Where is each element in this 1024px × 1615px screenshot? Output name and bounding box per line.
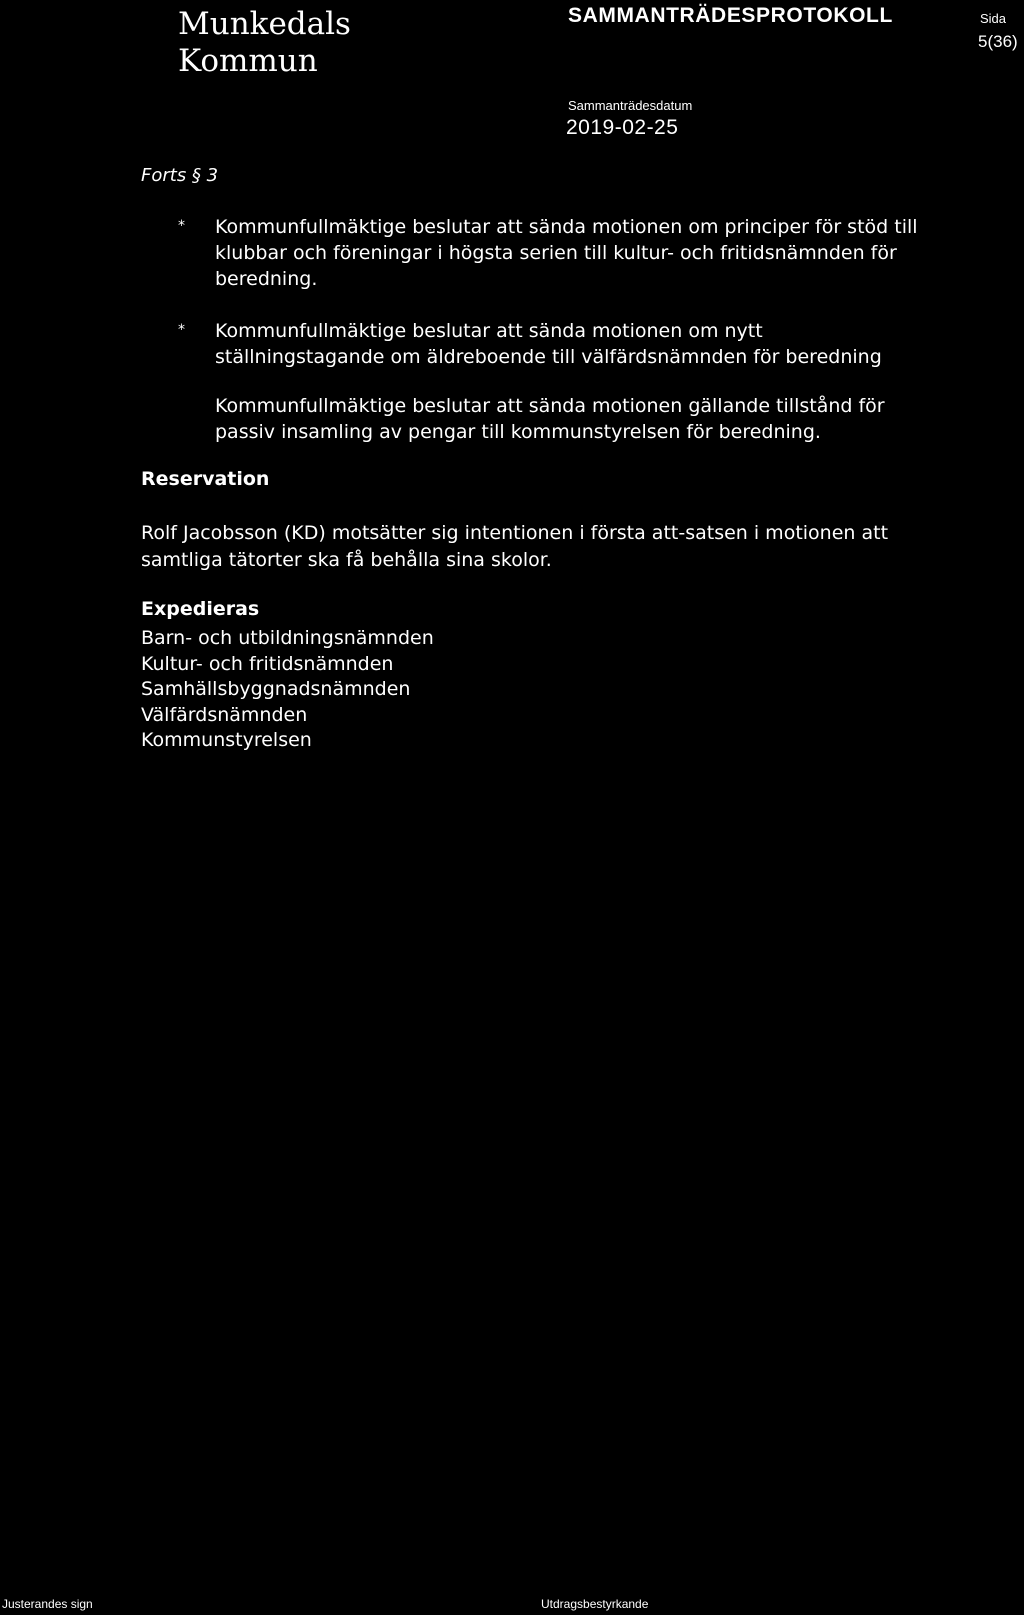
list-item: Kultur- och fritidsnämnden (141, 652, 394, 675)
meeting-date-label: Sammanträdesdatum (568, 98, 693, 113)
decision-line: klubbar och föreningar i högsta serien till kultur- och fritidsnämnden för (215, 242, 897, 264)
distribution-list (141, 626, 434, 754)
decision-line: Kommunfullmäktige beslutar att sända motionen om nytt (215, 320, 763, 342)
page-number: 5(36) (978, 32, 1018, 51)
expedieras-heading: Expedieras (141, 598, 260, 620)
decision-paragraph (215, 214, 995, 292)
signature-label: Justerandes sign (2, 1597, 93, 1611)
logo-line-1: Munkedals (178, 6, 351, 42)
decision-line: passiv insamling av pengar till kommunstyrelsen för beredning. (215, 421, 821, 443)
decision-line: ställningstagande om äldreboende till välfärdsnämnden för beredning (215, 346, 882, 368)
extract-certification-label: Utdragsbestyrkande (541, 1597, 649, 1611)
bullet-marker: * (178, 218, 185, 234)
reservation-heading: Reservation (141, 468, 270, 490)
decision-paragraph (215, 318, 995, 370)
list-item: Samhällsbyggnadsnämnden (141, 678, 411, 700)
meeting-date: 2019-02-25 (566, 116, 679, 139)
protocol-title: SAMMANTRÄDESPROTOKOLL (568, 4, 893, 27)
decision-line: beredning. (215, 268, 318, 290)
reservation-line: samtliga tätorter ska få behålla sina skolor. (141, 549, 552, 571)
reservation-line: Rolf Jacobsson (KD) motsätter sig intentionen i första att-satsen i motionen att (141, 522, 889, 544)
municipality-logo (178, 6, 351, 80)
list-item: Kommunstyrelsen (141, 729, 312, 751)
logo-line-2: Kommun (178, 43, 318, 79)
bullet-marker: * (178, 322, 185, 338)
list-item: Barn- och utbildningsnämnden (141, 627, 434, 649)
section-continuation: Forts § 3 (141, 165, 219, 186)
reservation-text (141, 520, 991, 574)
list-item: Välfärdsnämnden (141, 703, 308, 726)
decision-paragraph (215, 393, 995, 445)
decision-line: Kommunfullmäktige beslutar att sända motionen gällande tillstånd för (215, 395, 885, 417)
page-label: Sida (980, 11, 1007, 26)
decision-line: Kommunfullmäktige beslutar att sända motionen om principer för stöd till (215, 216, 918, 238)
